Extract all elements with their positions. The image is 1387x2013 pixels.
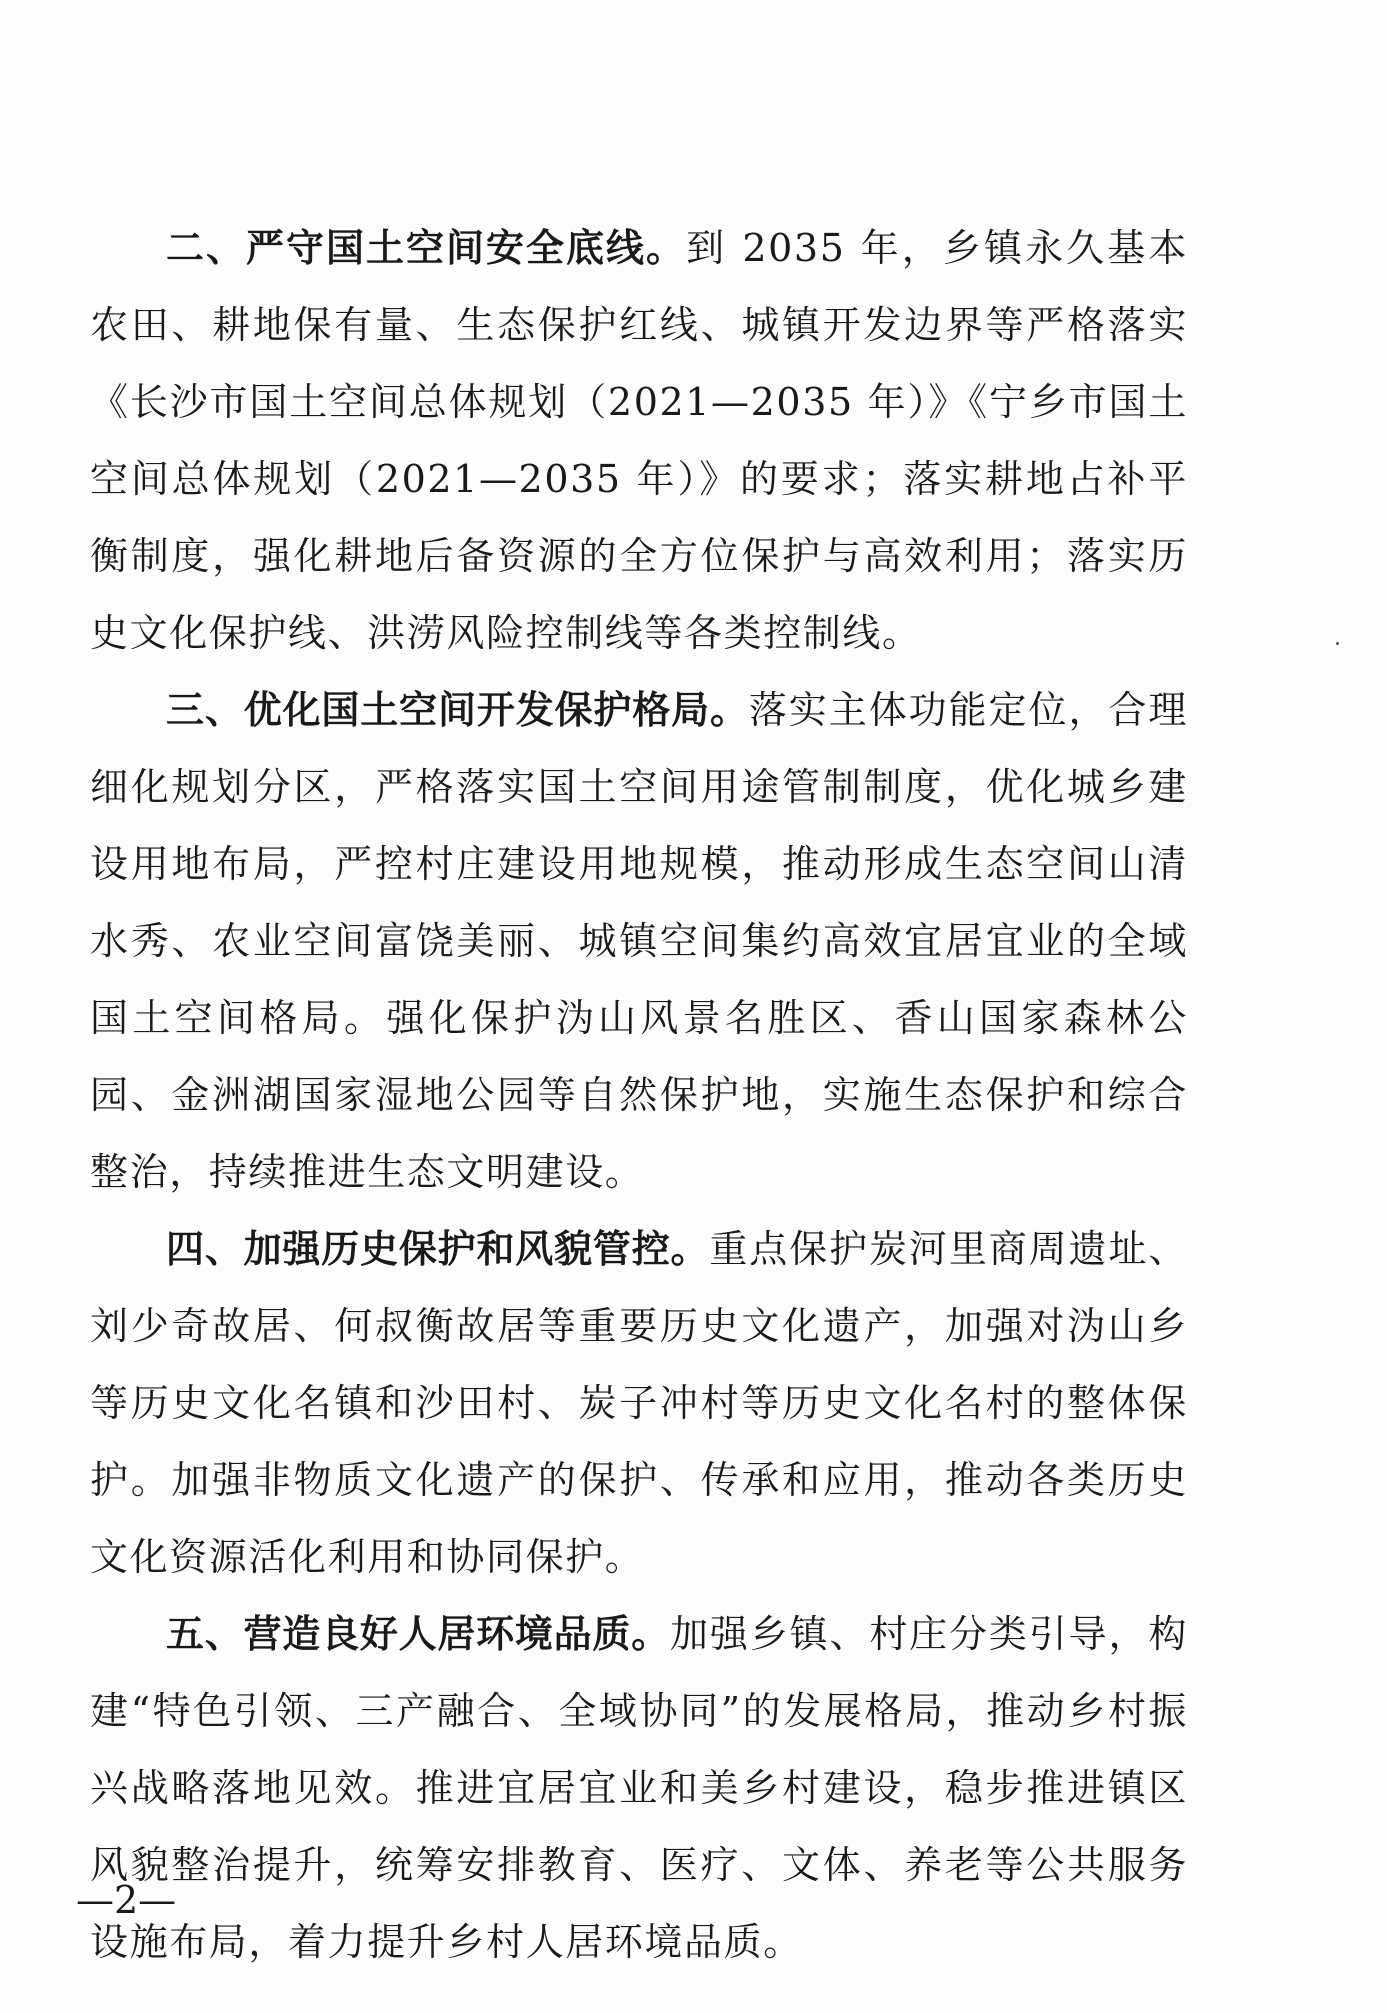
paragraph-text: 落实主体功能定位，合理细化规划分区，严格落实国土空间用途管制制度，优化城乡建设用地布局，严控村庄建设用地规模，推动形成生态空间山清水秀、农业空间富饶美丽、城镇空间集约高效宜居宜业的全域国土空间格局。强化保护沩山风景名胜区、香山国家森林公园、金洲湖国家湿地公园等自然保护地，实施生态保护和综合整治，持续推进生态文明建设。 <box>90 688 1188 1194</box>
paragraph-heading: 四、加强历史保护和风貌管控。 <box>166 1227 710 1271</box>
paragraph-text: 重点保护炭河里商周遗址、刘少奇故居、何叔衡故居等重要历史文化遗产，加强对沩山乡等历史文化名镇和沙田村、炭子冲村等历史文化名村的整体保护。加强非物质文化遗产的保护、传承和应用，推动各类历史文化资源活化利用和协同保护。 <box>90 1227 1188 1579</box>
paragraph-heading: 五、营造良好人居环境品质。 <box>166 1612 670 1656</box>
paragraph-heading: 二、严守国土空间安全底线。 <box>166 226 687 270</box>
paragraph-text: 加强乡镇、村庄分类引导，构建“特色引领、三产融合、全域协同”的发展格局，推动乡村振兴战略落地见效。推进宜居宜业和美乡村建设，稳步推进镇区风貌整治提升，统筹安排教育、医疗、文体、养老等公共服务设施布局，着力提升乡村人居环境品质。 <box>90 1612 1188 1964</box>
paragraph-3 <box>90 672 1188 1211</box>
paragraph-heading: 三、优化国土空间开发保护格局。 <box>166 688 749 732</box>
document-body <box>90 210 1188 1981</box>
paragraph-2 <box>90 210 1188 672</box>
paragraph-5 <box>90 1596 1188 1981</box>
page-number: —2— <box>76 1878 177 1922</box>
scan-speck <box>1336 642 1339 645</box>
paragraph-text: 到 2035 年，乡镇永久基本农田、耕地保有量、生态保护红线、城镇开发边界等严格落实《长沙市国土空间总体规划（2021—2035 年）》《宁乡市国土空间总体规划（2021—2035 年）》的要求；落实耕地占补平衡制度，强化耕地后备资源的全方位保护与高效利用；落实历史文化保护线、洪涝风险控制线等各类控制线。 <box>90 226 1188 655</box>
paragraph-4 <box>90 1211 1188 1596</box>
